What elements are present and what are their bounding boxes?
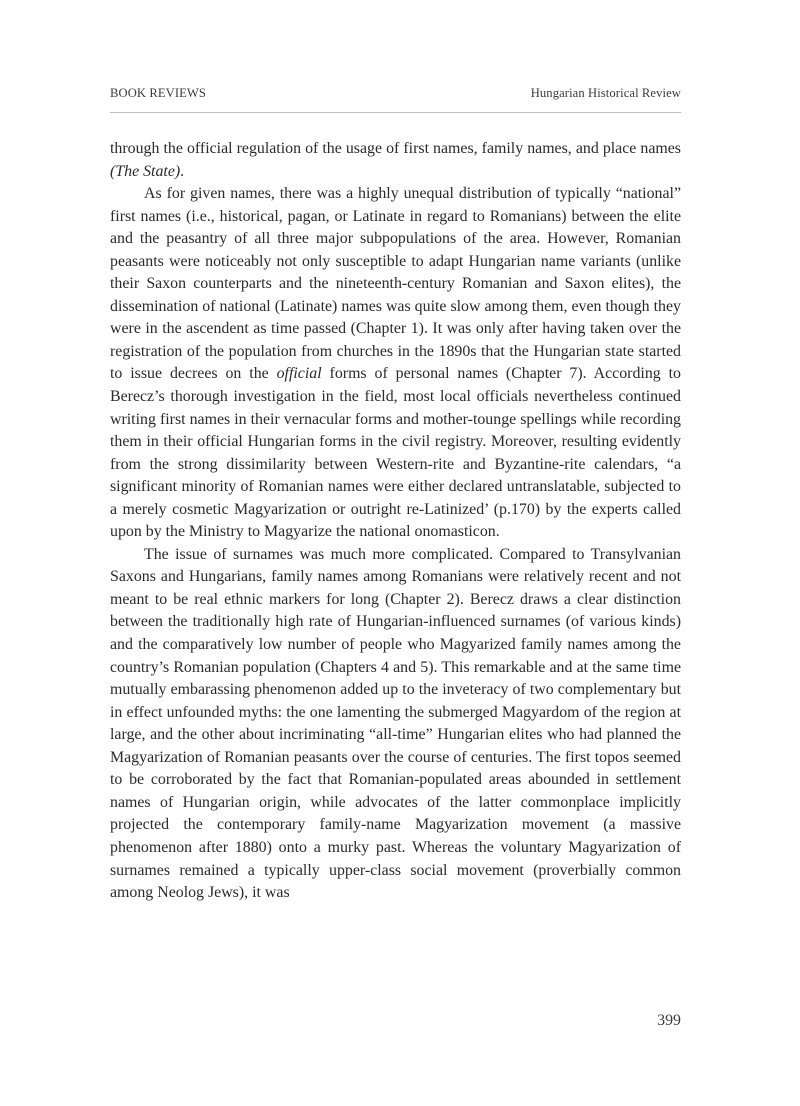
article-body (110, 138, 681, 905)
paragraph-3-text: The issue of surnames was much more complicated. Compared to Transylvanian Saxons and Hungarians, family names among Romanians were relatively recent and not meant to be real ethnic markers for long (Chapter 2). Berecz draws a clear distinction between the traditionally high rate of Hungarian-influenced surnames (of various kinds) and the comparatively low number of people who Magyarized family names among the country’s Romanian population (Chapters 4 and 5). This remarkable and at the same time mutually embarassing phenomenon added up to the inveteracy of two complementary but in effect unfounded myths: the one lamenting the submerged Magyardom of the region at large, and the other about incriminating “all-time” Hungarian elites who had planned the Magyarization of Romanian peasants over the course of centuries. The first topos seemed to be corroborated by the fact that Romanian-populated areas abounded in settlement names of Hungarian origin, while advocates of the latter commonplace implicitly projected the contemporary family-name Magyarization movement (a massive phenomenon after 1880) onto a murky past. Whereas the voluntary Magyarization of surnames remained a typically upper-class social movement (proverbially common among Neolog Jews), it was (110, 545, 681, 902)
paragraph-1-end: . (180, 162, 185, 180)
paragraph-2 (110, 183, 681, 544)
journal-title: Hungarian Historical Review (530, 86, 681, 100)
page-number: 399 (657, 1012, 681, 1029)
paragraph-1-text: through the official regulation of the usage of first names, family names, and place names (110, 140, 681, 157)
paragraph-2-end: forms of personal names (Chapter 7). According to Berecz’s thorough investigation in the field, most local officials nevertheless continued writing first names in their vernacular forms and mother-tounge spellings while recording them in their official Hungarian forms in the civil registry. Moreover, resulting evidently from the strong dissimilarity between Western-rite and Byzantine-rite calendars, “a significant minority of Romanian names were either declared untranslatable, subjected to a merely cosmetic Magyarization or outright re-Latinized’ (p.170) by the experts called upon by the Ministry to Magyarize the national onomasticon. (110, 365, 681, 541)
section-title: BOOK REVIEWS (110, 86, 206, 100)
paragraph-3 (110, 544, 681, 905)
running-header (110, 86, 681, 104)
paragraph-2-italic: official (276, 365, 322, 383)
book-page (110, 0, 681, 1106)
paragraph-2-text: As for given names, there was a highly unequal distribution of typically “national” first names (i.e., historical, pagan, or Latinate in regard to Romanians) between the elite and the peasantry of all three major subpopulations of the area. However, Romanian peasants were noticeably not only susceptible to adapt Hungarian name variants (unlike their Saxon counterparts and the nineteenth-century Romanian and Saxon elites), the dissemination of national (Latinate) names was quite slow among them, even though they were in the ascendent as time passed (Chapter 1). It was only after having taken over the registration of the population from churches in the 1890s that the Hungarian state started to issue decrees on the (110, 185, 681, 383)
paragraph-1-italic: (The State) (110, 162, 181, 180)
paragraph-1 (110, 138, 681, 183)
header-divider (110, 112, 681, 113)
